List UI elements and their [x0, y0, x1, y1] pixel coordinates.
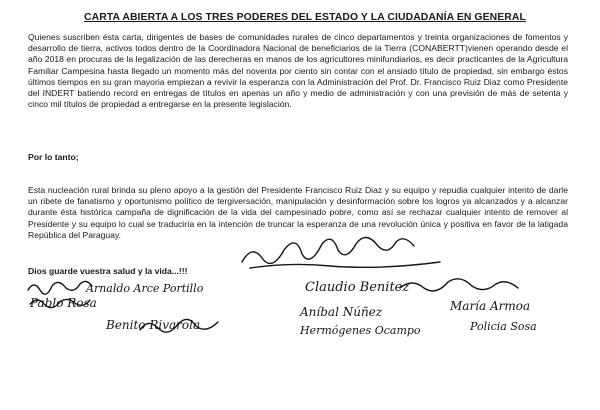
- signature-arnaldo-arce: Arnaldo Arce Portillo: [86, 282, 204, 295]
- signature-hermogenes-ocampo: Hermógenes Ocampo: [300, 324, 421, 337]
- closing-line: Dios guarde vuestra salud y la vida...!!!: [28, 266, 188, 276]
- signature-benito-rivarola: Benito Rivarola: [106, 318, 201, 332]
- letter-title: CARTA ABIERTA A LOS TRES PODERES DEL ESTADO Y LA CIUDADANÍA EN GENERAL: [84, 12, 526, 23]
- signature-claudio-benitez: Claudio Benitez: [305, 280, 410, 295]
- intro-paragraph: Quienes suscriben ésta carta, dirigentes de bases de comunidades rurales de cinco departamentos y treinta organizaciones de fomentos y desarrollo de tierra, activos todos dentro de la Coordinadora Nacional de beneficiarios de la Tierra (CONABERTT)vienen operando desde el año 2018 en procuras de la legalización de las derecheras en manos de los agricultores minifundiarios, es decir practicantes de la Agricultura Familiar Campesina hasta llegado un momento más del noventa por ciento sin contar con el ansiado título de propiedad, sin embargo éstos últimos tiempos en su gran mayoria empiezan a revivir la esperanza con la Administración del Prof. Dr. Francisco Ruiz Diaz como Presidente del INDERT batiendo record en entregas de títulos en apenas un año y medio de administración y con una previsión de más de setenta y cinco mil títulos de propiedad a entregarse en la presente legislación.: [28, 32, 568, 110]
- signature-pablo-rosa: Pablo Rosa: [30, 296, 97, 310]
- signature-anibal-nunez: Aníbal Núñez: [300, 305, 383, 319]
- signature-scribble-top: [242, 237, 414, 263]
- signature-scribble-left: [28, 281, 92, 294]
- signature-scribble-right: [400, 279, 518, 291]
- signature-scribble-mid: [250, 262, 440, 268]
- therefore-line: Por lo tanto;: [28, 152, 79, 162]
- support-paragraph: Esta nucleación rural brinda su pleno apoyo a la gestión del Presidente Francisco Ruiz Diaz y su equipo y repudia cualquier intento de darle un ribete de fanatismo y oportunismo político de tergiversación, manipulación y desinformación sobre los logros ya alcanzados y a alcanzar durante ésta histórica campaña de dignificación de la vida del campesinado pobre, como así se rechazar cualquier intento de remover al Presidente y su equipo lo cual se traduciría en la intención de truncar la esperanza de una revolución única y positiva en favor de la latigada República del Paraguay.: [28, 185, 568, 240]
- signature-policia-sosa: Policia Sosa: [470, 320, 537, 333]
- signature-maria-armoa: María Armoa: [450, 299, 531, 313]
